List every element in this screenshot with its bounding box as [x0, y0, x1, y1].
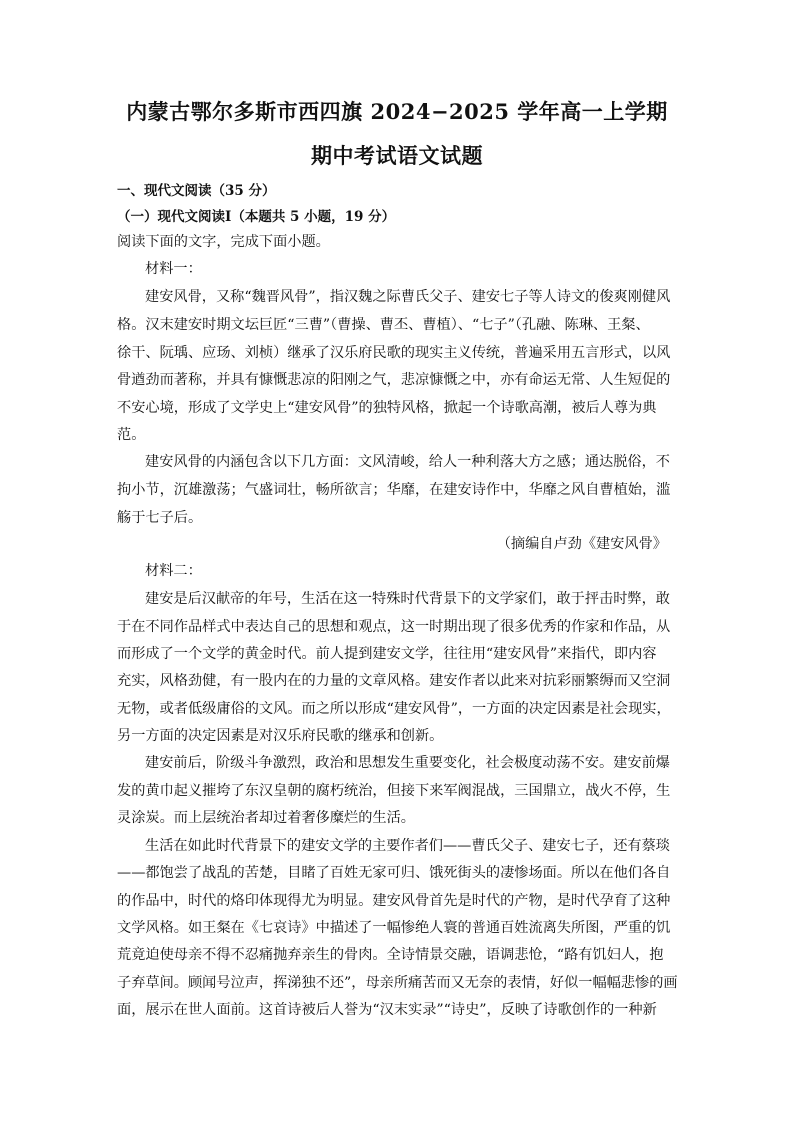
material-2-label: 材料二：	[145, 563, 202, 579]
text-line: 建安是后汉献帝的年号，生活在这一特殊时代背景下的文学家们，敢于抨击时弊，敢	[145, 591, 670, 607]
text-line: 徐干、阮瑀、应玚、刘桢）继承了汉乐府民歌的现实主义传统，普遍采用五言形式，以风	[117, 345, 671, 361]
text-line: 不安心境，形成了文学史上“建安风骨”的独特风格，掀起一个诗歌高潮，被后人尊为典	[117, 400, 657, 416]
text-line: 格。汉末建安时期文坛巨匠“三曹”（曹操、曹丕、曹植）、“七子”（孔融、陈琳、王粲、	[117, 317, 650, 333]
text-line: 于在不同作品样式中表达自己的思想和观点，这一时期出现了很多优秀的作家和作品，从	[117, 619, 671, 635]
text-line: 建安风骨的内涵包含以下几方面：文风清峻，给人一种利落大方之感；通达脱俗，不	[145, 454, 670, 470]
text-line: 建安前后，阶级斗争激烈，政治和思想发生重要变化，社会极度动荡不安。建安前爆	[145, 755, 670, 771]
text-line: 文学风格。如王粲在《七哀诗》中描述了一幅惨绝人寰的普通百姓流离失所图，严重的饥	[117, 920, 671, 936]
text-line: 子弃草间。顾闻号泣声，挥涕独不还”，母亲所痛苦而又无奈的表情，好似一幅幅悲惨的画	[117, 975, 678, 991]
text-line: 另一方面的决定因素是对汉乐府民歌的继承和创新。	[117, 728, 444, 744]
text-line: 发的黄巾起义摧垮了东汉皇朝的腐朽统治，但接下来军阀混战，三国鼎立，战火不停，生	[117, 783, 671, 799]
instruction: 阅读下面的文字，完成下面小题。	[117, 234, 330, 250]
title-line-1: 内蒙古鄂尔多斯市西四旗 2024−2025 学年高一上学期	[126, 99, 668, 124]
title-line-2: 期中考试语文试题	[311, 143, 483, 168]
text-line: 充实，风格劲健，有一股内在的力量的文章风格。建安作者以此来对抗彩丽繁缛而又空洞	[117, 673, 671, 689]
text-line: 无物，或者低级庸俗的文风。而之所以形成“建安风骨”，一方面的决定因素是社会现实，	[117, 701, 671, 717]
text-line: 的作品中，时代的烙印体现得尤为明显。建安风骨首先是时代的产物，是时代孕育了这种	[117, 893, 671, 909]
text-line: 范。	[117, 427, 146, 443]
text-line: 生活在如此时代背景下的建安文学的主要作者们——曹氏父子、建安七子，还有蔡琰	[145, 838, 670, 854]
section-heading: 一、现代文阅读（35 分）	[117, 183, 276, 199]
text-line: 面，展示在世人面前。这首诗被后人誉为“汉末实录”“诗史”，反映了诗歌创作的一种新	[117, 1002, 657, 1018]
text-line: 拘小节，沉雄激荡；气盛词壮，畅所欲言；华靡，在建安诗作中，华靡之风自曹植始，滥	[117, 482, 671, 498]
text-line: ——都饱尝了战乱的苦楚，目睹了百姓无家可归、饿死街头的凄惨场面。所以在他们各自	[117, 865, 671, 881]
source-citation: （摘编自卢劲《建安风骨》	[496, 536, 667, 552]
text-line: 建安风骨，又称“魏晋风骨”，指汉魏之际曹氏父子、建安七子等人诗文的俊爽刚健风	[145, 289, 671, 305]
material-1-label: 材料一：	[145, 261, 202, 277]
text-line: 而形成了一个文学的黄金时代。前人提到建安文学，往往用“建安风骨”来指代，即内容	[117, 646, 657, 662]
text-line: 觞于七子后。	[117, 510, 203, 526]
subsection-heading: （一）现代文阅读Ⅰ（本题共 5 小题，19 分）	[117, 209, 396, 225]
text-line: 灵涂炭。而上层统治者却过着奢侈糜烂的生活。	[117, 810, 415, 826]
text-line: 骨遒劲而著称，并具有慷慨悲凉的阳刚之气，悲凉慷慨之中，亦有命运无常、人生短促的	[117, 372, 671, 388]
text-line: 荒竟迫使母亲不得不忍痛抛弃亲生的骨肉。全诗情景交融，语调悲怆，“路有饥妇人，抱	[117, 947, 664, 963]
